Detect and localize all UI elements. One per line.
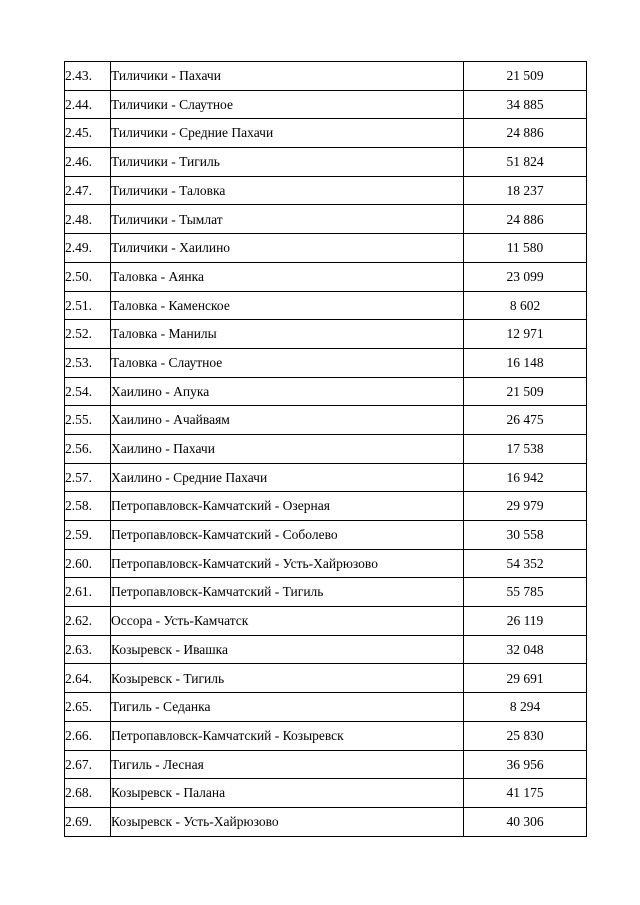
route-name-cell: Тигиль - Седанка: [111, 693, 464, 722]
table-row: [65, 406, 587, 435]
row-number-cell: 2.63.: [65, 635, 111, 664]
value-cell: 32 048: [464, 635, 587, 664]
table-row: [65, 549, 587, 578]
row-number-cell: 2.67.: [65, 750, 111, 779]
row-number-cell: 2.46.: [65, 148, 111, 177]
row-number-cell: 2.45.: [65, 119, 111, 148]
route-name-cell: Хаилино - Пахачи: [111, 434, 464, 463]
table-row: [65, 320, 587, 349]
route-name-cell: Тиличики - Таловка: [111, 176, 464, 205]
value-cell: 36 956: [464, 750, 587, 779]
table-row: [65, 807, 587, 836]
row-number-cell: 2.48.: [65, 205, 111, 234]
table-row: [65, 521, 587, 550]
table-row: [65, 90, 587, 119]
route-name-cell: Петропавловск-Камчатский - Тигиль: [111, 578, 464, 607]
value-cell: 21 509: [464, 62, 587, 91]
value-cell: 8 602: [464, 291, 587, 320]
row-number-cell: 2.62.: [65, 607, 111, 636]
row-number-cell: 2.65.: [65, 693, 111, 722]
value-cell: 24 886: [464, 205, 587, 234]
table-row: [65, 62, 587, 91]
table-row: [65, 693, 587, 722]
route-name-cell: Тиличики - Средние Пахачи: [111, 119, 464, 148]
row-number-cell: 2.54.: [65, 377, 111, 406]
value-cell: 23 099: [464, 262, 587, 291]
table-row: [65, 348, 587, 377]
route-name-cell: Петропавловск-Камчатский - Козыревск: [111, 721, 464, 750]
routes-table: [64, 61, 587, 837]
row-number-cell: 2.51.: [65, 291, 111, 320]
table-row: [65, 234, 587, 263]
table-row: [65, 291, 587, 320]
row-number-cell: 2.55.: [65, 406, 111, 435]
value-cell: 41 175: [464, 779, 587, 808]
row-number-cell: 2.64.: [65, 664, 111, 693]
route-name-cell: Петропавловск-Камчатский - Соболево: [111, 521, 464, 550]
table-row: [65, 176, 587, 205]
value-cell: 40 306: [464, 807, 587, 836]
route-name-cell: Козыревск - Усть-Хайрюзово: [111, 807, 464, 836]
route-name-cell: Козыревск - Палана: [111, 779, 464, 808]
routes-table-body: [65, 62, 587, 837]
row-number-cell: 2.49.: [65, 234, 111, 263]
table-row: [65, 148, 587, 177]
table-row: [65, 635, 587, 664]
row-number-cell: 2.61.: [65, 578, 111, 607]
route-name-cell: Таловка - Каменское: [111, 291, 464, 320]
table-row: [65, 434, 587, 463]
table-row: [65, 492, 587, 521]
route-name-cell: Таловка - Слаутное: [111, 348, 464, 377]
table-row: [65, 607, 587, 636]
table-row: [65, 578, 587, 607]
table-row: [65, 205, 587, 234]
value-cell: 18 237: [464, 176, 587, 205]
row-number-cell: 2.56.: [65, 434, 111, 463]
value-cell: 26 475: [464, 406, 587, 435]
value-cell: 24 886: [464, 119, 587, 148]
value-cell: 29 979: [464, 492, 587, 521]
row-number-cell: 2.58.: [65, 492, 111, 521]
row-number-cell: 2.66.: [65, 721, 111, 750]
row-number-cell: 2.60.: [65, 549, 111, 578]
value-cell: 55 785: [464, 578, 587, 607]
row-number-cell: 2.50.: [65, 262, 111, 291]
value-cell: 30 558: [464, 521, 587, 550]
value-cell: 21 509: [464, 377, 587, 406]
route-name-cell: Тиличики - Пахачи: [111, 62, 464, 91]
table-row: [65, 463, 587, 492]
route-name-cell: Тиличики - Хаилино: [111, 234, 464, 263]
value-cell: 16 148: [464, 348, 587, 377]
row-number-cell: 2.59.: [65, 521, 111, 550]
value-cell: 29 691: [464, 664, 587, 693]
table-row: [65, 664, 587, 693]
route-name-cell: Хаилино - Средние Пахачи: [111, 463, 464, 492]
value-cell: 51 824: [464, 148, 587, 177]
route-name-cell: Тиличики - Тымлат: [111, 205, 464, 234]
value-cell: 34 885: [464, 90, 587, 119]
value-cell: 8 294: [464, 693, 587, 722]
table-row: [65, 119, 587, 148]
table-row: [65, 262, 587, 291]
value-cell: 54 352: [464, 549, 587, 578]
value-cell: 12 971: [464, 320, 587, 349]
value-cell: 25 830: [464, 721, 587, 750]
table-row: [65, 779, 587, 808]
route-name-cell: Таловка - Аянка: [111, 262, 464, 291]
table-row: [65, 750, 587, 779]
route-name-cell: Хаилино - Ачайваям: [111, 406, 464, 435]
route-name-cell: Козыревск - Ивашка: [111, 635, 464, 664]
row-number-cell: 2.69.: [65, 807, 111, 836]
route-name-cell: Хаилино - Апука: [111, 377, 464, 406]
row-number-cell: 2.44.: [65, 90, 111, 119]
row-number-cell: 2.57.: [65, 463, 111, 492]
route-name-cell: Тигиль - Лесная: [111, 750, 464, 779]
value-cell: 26 119: [464, 607, 587, 636]
value-cell: 16 942: [464, 463, 587, 492]
route-name-cell: Козыревск - Тигиль: [111, 664, 464, 693]
route-name-cell: Петропавловск-Камчатский - Озерная: [111, 492, 464, 521]
route-name-cell: Оссора - Усть-Камчатск: [111, 607, 464, 636]
row-number-cell: 2.52.: [65, 320, 111, 349]
route-name-cell: Тиличики - Слаутное: [111, 90, 464, 119]
row-number-cell: 2.68.: [65, 779, 111, 808]
table-row: [65, 721, 587, 750]
route-name-cell: Петропавловск-Камчатский - Усть-Хайрюзово: [111, 549, 464, 578]
row-number-cell: 2.53.: [65, 348, 111, 377]
value-cell: 17 538: [464, 434, 587, 463]
route-name-cell: Тиличики - Тигиль: [111, 148, 464, 177]
table-row: [65, 377, 587, 406]
value-cell: 11 580: [464, 234, 587, 263]
row-number-cell: 2.47.: [65, 176, 111, 205]
route-name-cell: Таловка - Манилы: [111, 320, 464, 349]
row-number-cell: 2.43.: [65, 62, 111, 91]
